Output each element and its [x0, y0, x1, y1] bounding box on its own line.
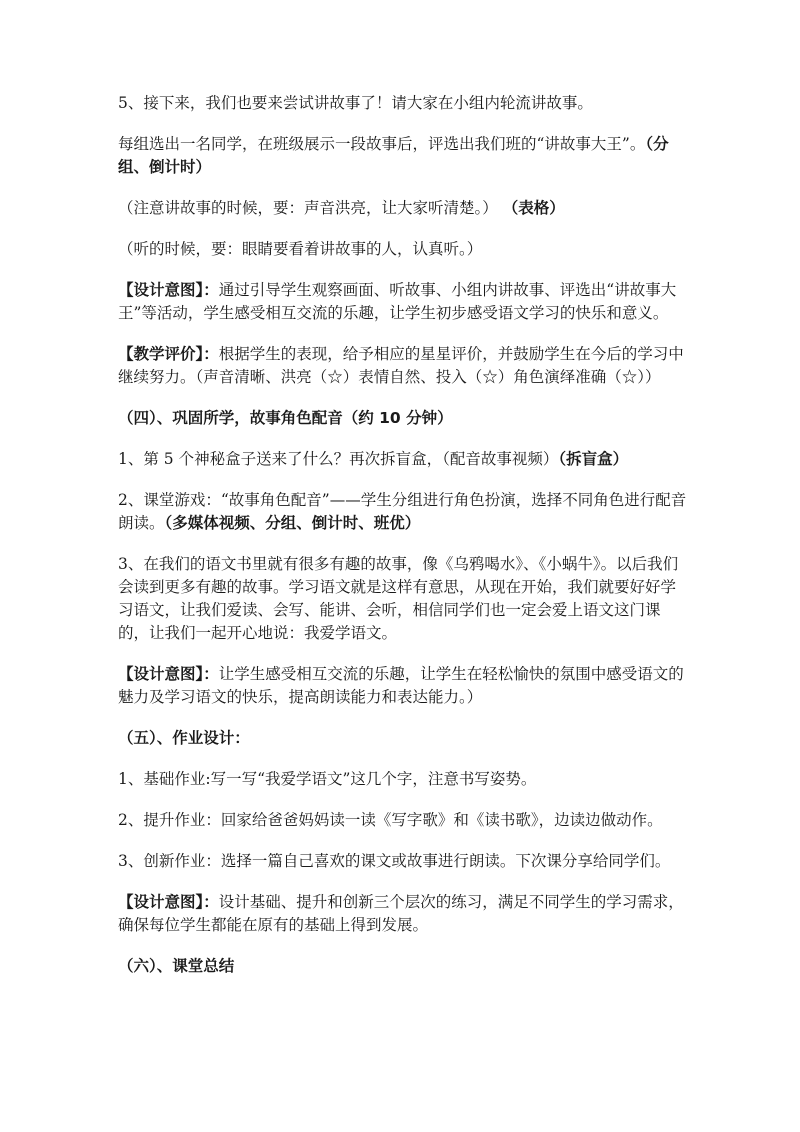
listening-tip-text: （听的时候，要：眼睛要看着讲故事的人，认真听。） [118, 240, 483, 258]
classroom-game-text: 2、课堂游戏：“故事角色配音”——学生分组进行角色扮演，选择不同角色进行配音朗读。 [118, 491, 687, 532]
design-intent-label: 【设计意图】： [118, 281, 219, 299]
paragraph-love-chinese [118, 553, 690, 645]
step5-text: 5、接下来，我们也要来尝试讲故事了！请大家在小组内轮流讲故事。 [118, 94, 593, 112]
teaching-evaluation-label: 【教学评价】： [118, 345, 219, 363]
homework-basic-text: 1、基础作业:写一写“我爱学语文”这几个字，注意书写姿势。 [118, 770, 537, 788]
paragraph-listening-tip [118, 238, 690, 261]
select-storyteller-note: （分组、倒计时） [118, 135, 669, 176]
paragraph-classroom-game [118, 489, 690, 535]
speaking-tip-note: （表格） [502, 199, 565, 217]
select-storyteller-text: 每组选出一名同学，在班级展示一段故事后，评选出我们班的“讲故事大王”。 [118, 135, 646, 153]
homework-advanced-text: 2、提升作业：回家给爸爸妈妈读一读《写字歌》和《读书歌》，边读边做动作。 [118, 811, 663, 829]
mystery-box-note: （拆盲盒） [558, 450, 629, 468]
section-heading-6: （六）、课堂总结 [118, 957, 235, 975]
homework-creative-text: 3、创新作业：选择一篇自己喜欢的课文或故事进行朗读。下次课分享给同学们。 [118, 852, 671, 870]
document-page [118, 92, 690, 996]
paragraph-mystery-box [118, 448, 690, 471]
paragraph-homework-creative [118, 850, 690, 873]
design-intent-label: 【设计意图】： [118, 893, 219, 911]
section-heading-5: （五）、作业设计： [118, 729, 250, 747]
love-chinese-text: 3、在我们的语文书里就有很多有趣的故事，像《乌鸦喝水》、《小蜗牛》。以后我们会读到更多有趣的故事。学习语文就是这样有意思，从现在开始，我们就要好好学习语文，让我们爱读、会写、能讲、会听，相信同学们也一定会爱上语文这门课的，让我们一起开心地说：我爱学语文。 [118, 555, 679, 642]
paragraph-design-intent-2 [118, 663, 690, 709]
paragraph-select-storyteller [118, 133, 690, 179]
classroom-game-note: （多媒体视频、分组、倒计时、班优） [164, 514, 421, 532]
section-heading-4: （四）、巩固所学，故事角色配音（约 10 分钟） [118, 409, 453, 427]
paragraph-design-intent-1 [118, 279, 690, 325]
speaking-tip-text: （注意讲故事的时候，要：声音洪亮，让大家听清楚。） [118, 199, 498, 217]
design-intent-text: 设计基础、提升和创新三个层次的练习，满足不同学生的学习需求，确保每位学生都能在原有的基础上得到发展。 [118, 893, 684, 934]
paragraph-homework-advanced [118, 809, 690, 832]
design-intent-text: 通过引导学生观察画面、听故事、小组内讲故事、评选出“讲故事大王”等活动，学生感受相互交流的乐趣，让学生初步感受语文学习的快乐和意义。 [118, 281, 677, 322]
paragraph-teaching-evaluation [118, 343, 690, 389]
paragraph-speaking-tip [118, 197, 690, 220]
paragraph-step5 [118, 92, 690, 115]
mystery-box-text: 1、第 5 个神秘盒子送来了什么？再次拆盲盒，（配音故事视频） [118, 450, 559, 468]
paragraph-homework-basic [118, 768, 690, 791]
design-intent-text: 让学生感受相互交流的乐趣，让学生在轻松愉快的氛围中感受语文的魅力及学习语文的快乐，提高朗读能力和表达能力。） [118, 665, 684, 706]
design-intent-label: 【设计意图】： [118, 665, 219, 683]
paragraph-design-intent-3 [118, 891, 690, 937]
teaching-evaluation-text: 根据学生的表现，给予相应的星星评价，并鼓励学生在今后的学习中继续努力。（声音清晰、洪亮（☆）表情自然、投入（☆）角色演绎准确（☆）） [118, 345, 684, 386]
